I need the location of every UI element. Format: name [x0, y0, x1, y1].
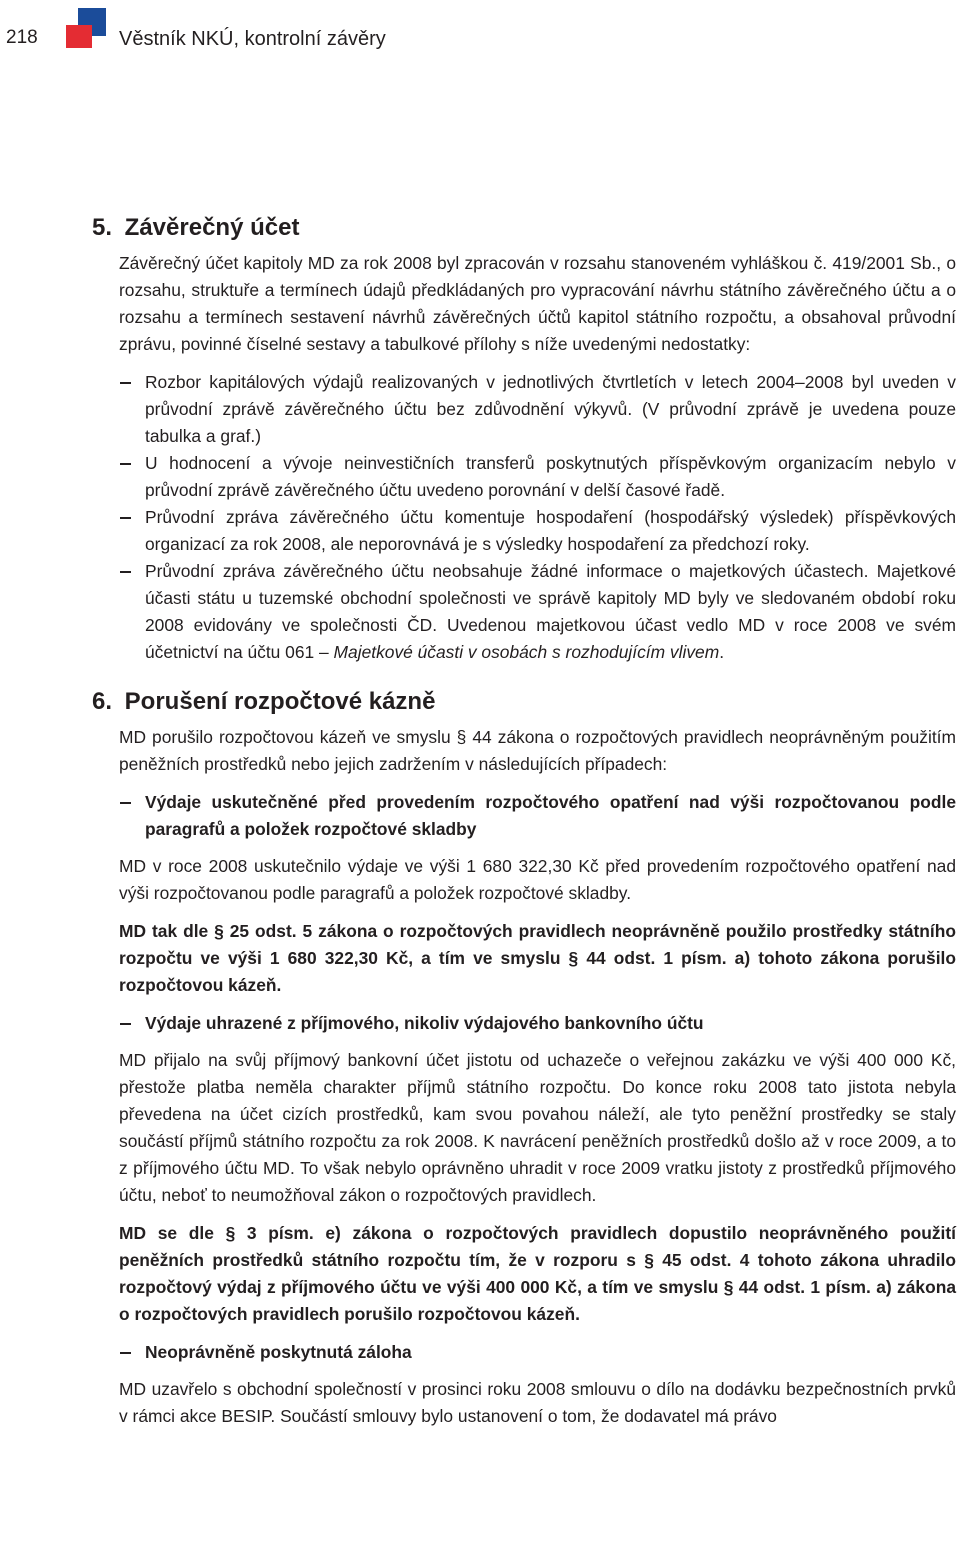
section-6-number: 6. [92, 688, 113, 715]
subsection-heading-text: Výdaje uskutečněné před provedením rozpočtového opatření nad výši rozpočtovanou podle paragrafů a položek rozpočtové skladby [145, 792, 956, 839]
page-content [0, 212, 960, 1441]
list-item [0, 558, 960, 666]
page-number: 218 [6, 27, 38, 48]
list-item [0, 369, 960, 450]
logo-red-square [66, 25, 92, 48]
subsection-heading [0, 1339, 960, 1366]
subsection-3-list [0, 1339, 960, 1366]
list-item-text: Průvodní zpráva závěrečného účtu neobsahuje žádné informace o majetkových účastech. Majetkové účasti státu u tuzemské obchodní společnosti ve správě kapitoly MD byly ve sledovaném období roku 2008 evidovány ve společnosti ČD. Uvedenou majetkovou účast vedlo MD v roce 2008 ve svém účetnictví na účtu 061 – [145, 561, 956, 662]
list-item-text: U hodnocení a vývoje neinvestičních transferů poskytnutých příspěvkovým organizacím nebylo v průvodní zprávě závěrečného účtu uvedeno porovnání v delší časové řadě. [145, 453, 956, 500]
section-5-heading [0, 212, 960, 244]
section-6-intro: MD porušilo rozpočtovou kázeň ve smyslu § 44 zákona o rozpočtových pravidlech neoprávněným použitím peněžních prostředků nebo jejich zadržením v následujících případech: [119, 727, 956, 774]
subsection-paragraph: MD v roce 2008 uskutečnilo výdaje ve výši 1 680 322,30 Kč před provedením rozpočtového opatření nad výši rozpočtovanou podle paragrafů a položek rozpočtové skladby. [119, 856, 956, 903]
subsection-conclusion: MD se dle § 3 písm. e) zákona o rozpočtových pravidlech dopustilo neoprávněného použití peněžních prostředků státního rozpočtu tím, že v rozporu s § 45 odst. 4 tohoto zákona uhradilo rozpočtový výdaj z příjmového účtu ve výši 400 000 Kč, a tím ve smyslu § 44 odst. 1 písm. a) zákona o rozpočtových pravidlech porušilo rozpočtovou kázeň. [119, 1223, 956, 1324]
dash-bullet [120, 1352, 131, 1354]
dash-bullet [120, 802, 131, 804]
subsection-paragraph: MD uzavřelo s obchodní společností v prosinci roku 2008 smlouvu o dílo na dodávku bezpečnostních prvků v rámci akce BESIP. Součástí smlouvy bylo ustanovení o tom, že dodavatel má právo [119, 1379, 956, 1426]
dash-bullet [120, 1023, 131, 1025]
subsection-2-list [0, 1010, 960, 1037]
section-5-intro: Závěrečný účet kapitoly MD za rok 2008 byl zpracován v rozsahu stanoveném vyhláškou č. 419/2001 Sb., o rozsahu, struktuře a termínech údajů předkládaných pro vypracování návrhu státního závěrečného účtu a o rozsahu a termínech sestavení návrhů závěrečných účtů kapitol státního rozpočtu, a obsahoval průvodní zprávu, povinné číselné sestavy a tabulkové přílohy s níže uvedenými nedostatky: [119, 253, 956, 354]
section-6-heading [0, 686, 960, 718]
list-item-end: . [719, 642, 725, 662]
publication-title: Věstník NKÚ, kontrolní závěry [119, 28, 386, 50]
subsection-paragraph: MD přijalo na svůj příjmový bankovní účet jistotu od uchazeče o veřejnou zakázku ve výši 400 000 Kč, přestože platba neměla charakter příjmů státního rozpočtu. Do konce roku 2008 tato jistota nebyla převedena na účet cizích prostředků, kam svou povahou náleží, ale tyto peněžní prostředky se staly součástí příjmů státního rozpočtu za rok 2008. K navrácení peněžních prostředků došlo až v roce 2009, a to z příjmového účtu MD. To však nebylo oprávněno uhradit v roce 2009 vratku jistoty z prostředků příjmového účtu, neboť to neumožňoval zákon o rozpočtových pravidlech. [119, 1050, 956, 1205]
dash-bullet [120, 571, 131, 573]
section-5-findings-list [0, 369, 960, 666]
list-item [0, 504, 960, 558]
section-5-number: 5. [92, 214, 113, 241]
subsection-heading [0, 1010, 960, 1037]
page-header [0, 0, 960, 70]
subsection-conclusion: MD tak dle § 25 odst. 5 zákona o rozpočtových pravidlech neoprávněně použilo prostředky státního rozpočtu ve výši 1 680 322,30 Kč, a tím ve smyslu § 44 odst. 1 písm. a) tohoto zákona porušilo rozpočtovou kázeň. [119, 921, 956, 995]
list-item-italic-text: Majetkové účasti v osobách s rozhodujícím vlivem [333, 642, 720, 662]
dash-bullet [120, 382, 131, 384]
subsection-heading-text: Neoprávněně poskytnutá záloha [145, 1342, 412, 1362]
list-item-text: Rozbor kapitálových výdajů realizovaných v jednotlivých čtvrtletích v letech 2004–2008 byl uveden v průvodní zprávě závěrečného účtu bez zdůvodnění výkyvů. (V průvodní zprávě je uvedena pouze tabulka a graf.) [145, 372, 956, 446]
subsection-heading [0, 789, 960, 843]
subsection-heading-text: Výdaje uhrazené z příjmového, nikoliv výdajového bankovního účtu [145, 1013, 704, 1033]
section-5-title: Závěrečný účet [124, 214, 300, 241]
subsection-1-list [0, 789, 960, 843]
list-item-text: Průvodní zpráva závěrečného účtu komentuje hospodaření (hospodářský výsledek) příspěvkových organizací za rok 2008, ale neporovnává je s výsledky hospodaření za předchozí roky. [145, 507, 956, 554]
list-item [0, 450, 960, 504]
dash-bullet [120, 517, 131, 519]
nku-logo [66, 8, 106, 48]
section-6-title: Porušení rozpočtové kázně [124, 688, 436, 715]
dash-bullet [120, 463, 131, 465]
